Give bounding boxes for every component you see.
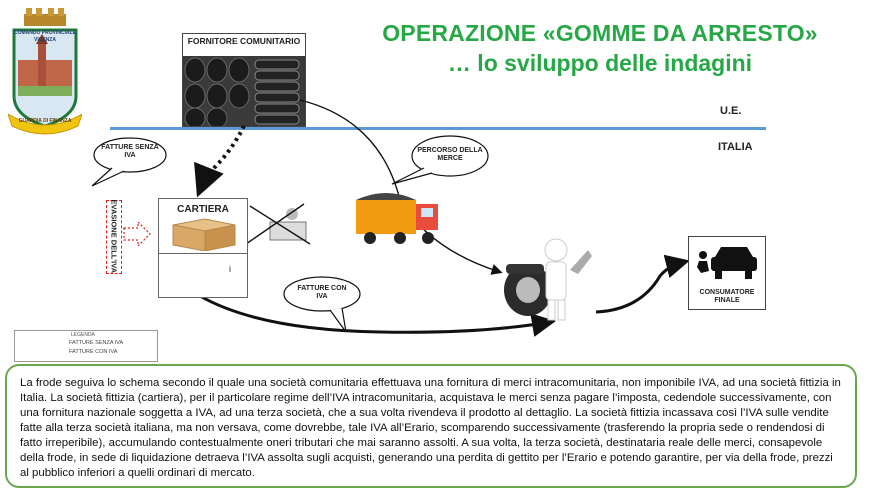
vat-evasion-arrow xyxy=(122,222,152,246)
italia-label: ITALIA xyxy=(718,141,753,153)
page-title: OPERAZIONE «GOMME DA ARRESTO» xyxy=(382,20,818,46)
vat-evasion-label: EVASIONE DELL'IVA xyxy=(109,199,119,274)
cartiera-header xyxy=(159,199,247,254)
consumer-label: CONSUMATORE FINALE xyxy=(699,289,755,304)
bubble-text-senza-iva: FATTURE SENZA IVA xyxy=(101,144,159,159)
legend-item-senza-iva: FATTURE SENZA IVA xyxy=(69,340,124,346)
sale-to-consumer-arrow xyxy=(596,262,684,312)
legend-title: LEGENDA xyxy=(71,332,95,338)
supplier-label: FORNITORE COMUNITARIO xyxy=(187,36,301,46)
legend-item-con-iva: FATTURE CON IVA xyxy=(69,349,118,355)
description-text: La frode seguiva lo schema secondo il quale una società comunitaria effettuava una fornitura di merci intracomunitaria, non imponibile IVA, ad una società fittizia in Italia. La società fittizia (cartiera), per il particolare regime dell’IVA intracomunitaria, acquistava le merci senza pagare l’imposta, cedendole successivamente, con una fornitura nazionale soggetta a IVA, ad una terza società, che a sua volta rivendeva il prodotto al dettaglio. La società fittizia incassava così l’IVA sulle vendite fatte alla terza società italiana, ma non versava, come dovrebbe, tale IVA all’Erario, scomparendo successivamente (trasferendo la propria sede o rendendosi di fatto irreperibile), accumulando contestualmente oneri tributari che mai saranno assolti. A sua volta, la terza società, destinataria reale delle merci, consapevole della frode, in sede di liquidazione detraeva l’IVA assolta sugli acquisti, generando una perdita di gettito per l’Erario e potendo garantire, per via della frode, prezzi al pubblico inferiori a quelli ordinari di mercato. xyxy=(20,377,841,479)
vat-evasion-box xyxy=(106,200,122,274)
truck-icon xyxy=(356,193,438,244)
crest-ribbon-top: COMANDO PROVINCIALE xyxy=(14,30,76,36)
crest-ribbon-bottom: GUARDIA DI FINANZA xyxy=(18,118,72,124)
description-box xyxy=(5,364,857,488)
fugitive-icon xyxy=(246,204,310,244)
invoice-no-vat-arrow xyxy=(200,126,244,190)
cartiera-box xyxy=(158,198,248,298)
bubble-text-con-iva: FATTURE CON IVA xyxy=(297,285,347,300)
cardboard-box-icon xyxy=(169,217,239,251)
bubble-text-percorso: PERCORSO DELLA MERCE xyxy=(417,147,483,162)
goods-path-arc xyxy=(300,100,500,272)
car-icon xyxy=(695,241,759,281)
legend xyxy=(14,330,158,362)
invoice-with-vat-arrow xyxy=(200,296,550,332)
crest-ribbon-mid: VICENZA xyxy=(34,37,56,43)
cartiera-note: i xyxy=(229,264,231,274)
page-subtitle: … lo sviluppo delle indagini xyxy=(447,50,753,76)
cartiera-label: CARTIERA xyxy=(177,204,229,215)
consumer-box xyxy=(688,236,766,310)
eu-label: U.E. xyxy=(720,105,742,117)
distributor-icon xyxy=(504,239,592,320)
